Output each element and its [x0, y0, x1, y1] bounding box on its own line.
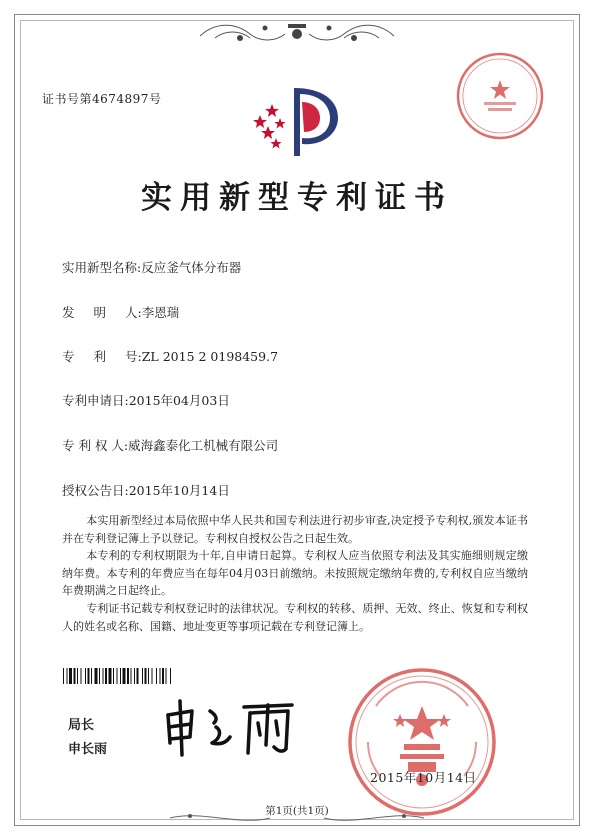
utility-model-name-value: 反应釜气体分布器 — [141, 260, 242, 275]
inventor-row — [62, 303, 179, 321]
body-paragraph-1: 本实用新型经过本局依照中华人民共和国专利法进行初步审查,决定授予专利权,颁发本证书并在专利登记簿上予以登记。专利权自授权公告之日起生效。 — [62, 514, 528, 545]
inventor-label-char-1: 发 — [62, 305, 75, 320]
application-date-label: 专利申请日: — [62, 393, 129, 408]
grant-date-row — [62, 481, 230, 499]
patent-number-row — [62, 347, 278, 365]
grant-date-label: 授权公告日: — [62, 483, 129, 498]
patent-number-label-char-1: 专 — [62, 349, 75, 364]
grant-date-value: 2015年10月14日 — [128, 483, 230, 498]
patentee-row — [62, 436, 278, 454]
inventor-value: 李恩瑞 — [141, 305, 180, 320]
body-paragraph-2: 本专利的专利权期限为十年,自申请日起算。专利权人应当依照专利法及其实施细则规定缴纳年费。本专利的年费应当在每年04月03日前缴纳。未按照规定缴纳年费的,专利权自应当缴纳年费期满之日起终止。 — [62, 549, 528, 597]
inventor-label-char-2: 明 — [93, 305, 107, 320]
top-border-ornament — [0, 14, 594, 48]
national-ip-office-seal — [346, 666, 498, 818]
application-date-row — [62, 391, 230, 409]
barcode — [63, 668, 259, 684]
inventor-label-char-3: 人: — [125, 305, 142, 320]
utility-model-name-label: 实用新型名称: — [62, 260, 142, 275]
body-paragraph-3: 专利证书记载专利权登记时的法律状况。专利权的转移、质押、无效、终止、恢复和专利权人的姓名或名称、国籍、地址变更等事项记载在专利登记簿上。 — [62, 602, 528, 633]
agency-seal-small — [454, 50, 546, 142]
page-number: 第1页(共1页) — [265, 805, 329, 817]
patent-number-label-char-2: 利 — [93, 349, 107, 364]
patentee-label: 专 利 权 人: — [62, 438, 129, 453]
handwritten-signature — [160, 697, 300, 759]
signatory-name: 申长雨 — [68, 742, 108, 757]
patentee-value: 威海鑫泰化工机械有限公司 — [128, 438, 279, 453]
patent-number-label-char-3: 号: — [125, 349, 142, 364]
application-date-value: 2015年04月03日 — [128, 393, 230, 408]
seal-date: 2015年10月14日 — [370, 770, 477, 785]
utility-model-name-row — [62, 258, 241, 276]
patent-office-logo — [246, 80, 346, 160]
certificate-number: 证书号第4674897号 — [42, 92, 162, 106]
certificate-title: 实用新型专利证书 — [141, 180, 453, 216]
patent-number-value: ZL 2015 2 0198459.7 — [141, 349, 279, 364]
signatory-role: 局长 — [68, 718, 95, 733]
